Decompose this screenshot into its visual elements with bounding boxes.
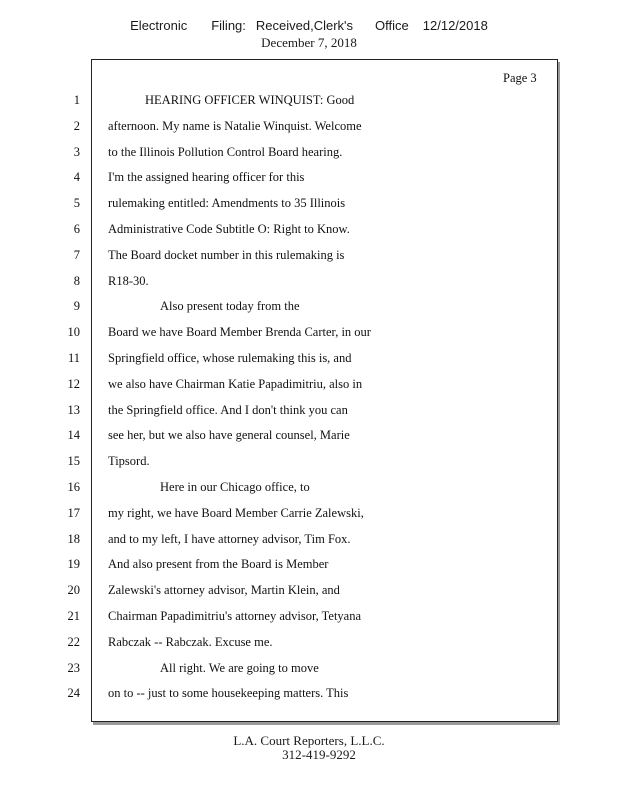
transcript-line xyxy=(0,166,618,192)
transcript-body xyxy=(0,89,618,708)
line-number: 23 xyxy=(67,660,80,675)
transcript-line xyxy=(0,399,618,425)
line-number: 1 xyxy=(73,93,80,107)
line-number: 2 xyxy=(73,118,80,133)
line-text: Administrative Code Subtitle O: Right to Know. xyxy=(108,221,350,236)
line-number: 4 xyxy=(73,170,80,185)
line-number: 17 xyxy=(67,505,80,520)
line-number: 3 xyxy=(73,144,80,159)
line-number: 24 xyxy=(67,686,80,701)
transcript-line xyxy=(0,218,618,244)
transcript-line xyxy=(0,347,618,373)
line-number: 19 xyxy=(67,557,80,572)
line-number: 18 xyxy=(67,531,80,546)
line-text: on to -- just to some housekeeping matters. This xyxy=(108,686,349,701)
transcript-line xyxy=(0,89,618,115)
line-number: 14 xyxy=(67,428,80,443)
line-text: HEARING OFFICER WINQUIST: Good xyxy=(145,93,355,107)
line-number: 22 xyxy=(67,634,80,649)
transcript-line xyxy=(0,476,618,502)
transcript-line xyxy=(0,270,618,296)
filing-word: Filing: xyxy=(211,18,246,33)
transcript-line xyxy=(0,657,618,683)
filing-word: Office xyxy=(375,18,409,33)
transcript-line xyxy=(0,115,618,141)
transcript-line xyxy=(0,579,618,605)
transcript-line xyxy=(0,450,618,476)
line-number: 16 xyxy=(67,479,80,494)
line-number: 9 xyxy=(73,299,80,314)
line-text: R18-30. xyxy=(108,273,149,288)
electronic-filing-stamp xyxy=(0,18,618,33)
line-number: 7 xyxy=(73,247,80,262)
transcript-line xyxy=(0,605,618,631)
transcript-line xyxy=(0,631,618,657)
line-number: 12 xyxy=(67,376,80,391)
line-text: to the Illinois Pollution Control Board hearing. xyxy=(108,144,343,159)
line-text: my right, we have Board Member Carrie Zalewski, xyxy=(108,505,364,520)
line-number: 8 xyxy=(73,273,80,288)
line-text: Tipsord. xyxy=(108,454,150,469)
line-text: afternoon. My name is Natalie Winquist. Welcome xyxy=(108,118,362,133)
line-number: 21 xyxy=(67,608,80,623)
transcript-line xyxy=(0,528,618,554)
filing-word: Received,Clerk's xyxy=(255,18,354,33)
transcript-line xyxy=(0,502,618,528)
line-text: the Springfield office. And I don't think you can xyxy=(108,402,348,417)
line-text: Zalewski's attorney advisor, Martin Klein, and xyxy=(108,583,340,598)
line-text: I'm the assigned hearing officer for this xyxy=(108,170,305,185)
filing-word: Electronic xyxy=(130,18,188,33)
line-text: we also have Chairman Katie Papadimitriu, also in xyxy=(108,376,363,391)
transcript-line xyxy=(0,682,618,708)
line-text: Chairman Papadimitriu's attorney advisor, Tetyana xyxy=(108,608,362,623)
line-number: 11 xyxy=(67,350,80,365)
filing-date: 12/12/2018 xyxy=(422,18,488,33)
transcript-line xyxy=(0,244,618,270)
court-reporter-name: L.A. Court Reporters, L.L.C. xyxy=(233,733,385,748)
transcript-line xyxy=(0,373,618,399)
hearing-date: December 7, 2018 xyxy=(261,35,357,50)
line-text: Rabczak -- Rabczak. Excuse me. xyxy=(108,634,273,649)
line-text: Here in our Chicago office, to xyxy=(160,479,310,494)
transcript-line xyxy=(0,141,618,167)
line-number: 15 xyxy=(67,454,80,469)
line-text: Springfield office, whose rulemaking this is, and xyxy=(108,350,352,365)
court-reporter-phone: 312-419-9292 xyxy=(282,747,356,762)
transcript-line xyxy=(0,192,618,218)
transcript-line xyxy=(0,295,618,321)
page-number: Page 3 xyxy=(503,71,537,85)
transcript-line xyxy=(0,553,618,579)
line-text: see her, but we also have general counsel, Marie xyxy=(108,428,350,443)
line-number: 10 xyxy=(67,325,80,340)
line-text: and to my left, I have attorney advisor, Tim Fox. xyxy=(108,531,351,546)
line-number: 13 xyxy=(67,402,80,417)
transcript-line xyxy=(0,321,618,347)
line-text: All right. We are going to move xyxy=(160,660,319,675)
line-number: 6 xyxy=(73,221,80,236)
line-text: rulemaking entitled: Amendments to 35 Illinois xyxy=(108,196,346,211)
line-text: And also present from the Board is Member xyxy=(108,557,329,572)
line-text: Board we have Board Member Brenda Carter, in our xyxy=(108,325,371,340)
line-text: Also present today from the xyxy=(160,299,300,314)
line-number: 20 xyxy=(67,583,80,598)
transcript-line xyxy=(0,424,618,450)
line-number: 5 xyxy=(73,196,80,211)
line-text: The Board docket number in this rulemaking is xyxy=(108,247,345,262)
